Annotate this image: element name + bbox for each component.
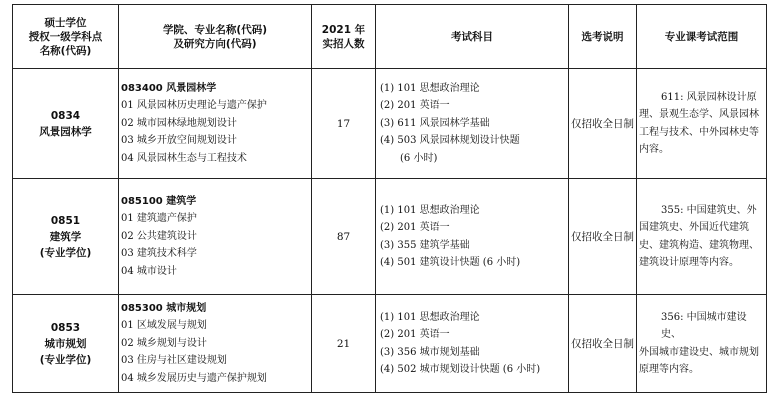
exam-scope: 611: 风景园林设计原 理、景观生态学、风景园林 工程与技术、中外园林史等 内容。 [637, 69, 767, 179]
subject-item: (3) 355 建筑学基础 [380, 239, 470, 251]
subject-item: (4) 502 城市规划设计快题 (6 小时) [380, 364, 541, 375]
enrollment-count: 17 [312, 69, 376, 179]
subject-item: (3) 611 风景园林学基础 [380, 117, 490, 129]
table-row [13, 179, 767, 295]
subject-item: (1) 101 思想政治理论 [380, 311, 480, 323]
subject-item: (2) 201 英语一 [380, 100, 450, 112]
discipline-code: 0853 城市规划 (专业学位) [13, 295, 119, 393]
header-discipline: 硕士学位 授权一级学科点 名称(代码) [13, 5, 119, 69]
discipline-code: 0834 风景园林学 [13, 69, 119, 179]
table-row [13, 69, 767, 179]
program-title: 083400 风景园林学 [121, 82, 217, 94]
header-row [13, 5, 767, 69]
program-cell [119, 69, 312, 179]
exam-scope: 356: 中国城市建设史、 外国城市建设史、城市规划 原理等内容。 [637, 295, 767, 393]
selection-note: 仅招收全日制 [569, 179, 637, 295]
subject-item: (4) 503 风景园林规划设计快题 [380, 135, 520, 147]
enrollment-count: 87 [312, 179, 376, 295]
direction-item: 02 城市园林绿地规划设计 [121, 117, 237, 129]
program-title: 085100 建筑学 [121, 195, 197, 207]
discipline-code: 0851 建筑学 (专业学位) [13, 179, 119, 295]
selection-note: 仅招收全日制 [569, 69, 637, 179]
subject-item: (2) 201 英语一 [380, 329, 450, 340]
header-count: 2021 年 实招人数 [312, 5, 376, 69]
direction-item: 04 风景园林生态与工程技术 [121, 152, 247, 164]
direction-item: 01 区域发展与规划 [121, 320, 207, 332]
subjects-cell [376, 295, 569, 393]
program-cell [119, 295, 312, 393]
direction-item: 03 城乡开放空间规划设计 [121, 135, 237, 147]
header-program: 学院、专业名称(代码) 及研究方向(代码) [119, 5, 312, 69]
direction-item: 02 城乡规划与设计 [121, 337, 207, 349]
selection-note: 仅招收全日制 [569, 295, 637, 393]
program-title: 085300 城市规划 [121, 302, 207, 314]
program-cell [119, 179, 312, 295]
subjects-cell [376, 179, 569, 295]
direction-item: 03 住房与社区建设规划 [121, 355, 227, 367]
direction-item: 04 城市设计 [121, 265, 177, 277]
subject-item: (4) 501 建筑设计快题 (6 小时) [380, 257, 521, 268]
subject-item: (1) 101 思想政治理论 [380, 204, 480, 216]
subject-item: (2) 201 英语一 [380, 222, 450, 233]
admissions-table [12, 4, 767, 393]
direction-item: 04 城乡发展历史与遗产保护规划 [121, 372, 267, 384]
header-scope: 专业课考试范围 [637, 5, 767, 69]
subject-item: (1) 101 思想政治理论 [380, 82, 480, 94]
table-row [13, 295, 767, 393]
direction-item: 01 风景园林历史理论与遗产保护 [121, 100, 267, 112]
exam-scope: 355: 中国建筑史、外 国建筑史、外国近代建筑 史、建筑构造、建筑物理、 建筑设计原理等内容。 [637, 179, 767, 295]
header-note: 选考说明 [569, 5, 637, 69]
subject-continuation: (6 小时) [400, 152, 438, 164]
subjects-cell [376, 69, 569, 179]
direction-item: 02 公共建筑设计 [121, 230, 197, 242]
subject-item: (3) 356 城市规划基础 [380, 346, 480, 358]
header-subjects: 考试科目 [376, 5, 569, 69]
enrollment-count: 21 [312, 295, 376, 393]
direction-item: 03 建筑技术科学 [121, 248, 197, 260]
direction-item: 01 建筑遗产保护 [121, 213, 197, 225]
